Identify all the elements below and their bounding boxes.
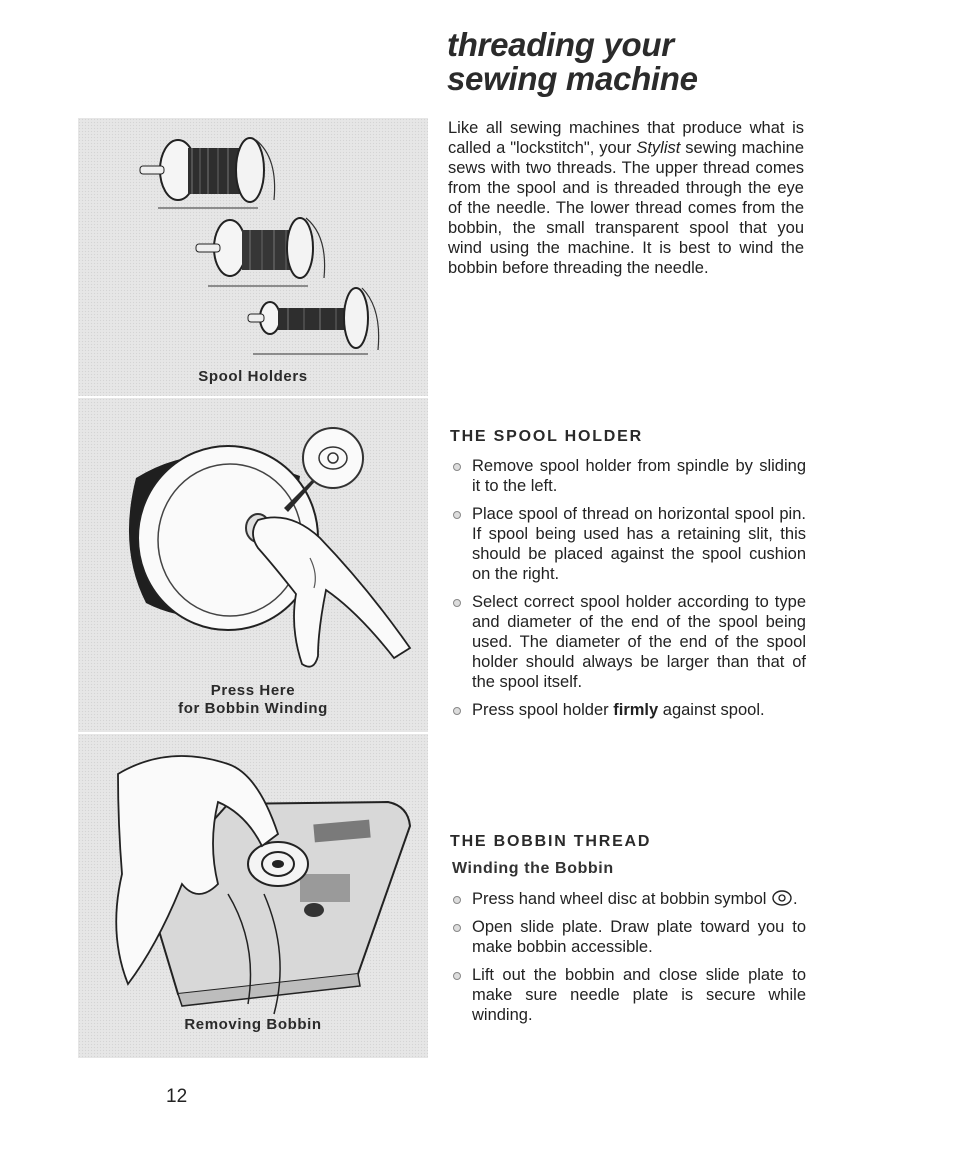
spool-holders-caption: Spool Holders (198, 368, 308, 385)
press-here-caption-line-1: Press Here (210, 682, 296, 699)
list-item (450, 456, 806, 496)
list-item-text-after: against spool. (658, 701, 765, 719)
bullet-icon (453, 896, 461, 904)
emphasis-firmly: firmly (613, 701, 659, 719)
list-item-text: Place spool of thread on horizontal spool pin. If spool being used has a retaining slit, this should be placed against the spool cushion on the right. (472, 505, 806, 583)
page-number: 12 (166, 1086, 188, 1107)
bullet-icon (453, 972, 461, 980)
list-item (450, 700, 806, 720)
title-line-2: sewing machine (447, 60, 698, 97)
list-item-text-end: . (793, 890, 798, 908)
list-item (450, 592, 806, 692)
list-item (450, 504, 806, 584)
page-title (447, 28, 698, 96)
press-here-caption (78, 682, 428, 718)
list-item-text: Remove spool holder from spindle by sliding it to the left. (472, 457, 806, 495)
figure-press-here (78, 398, 428, 732)
spool-holders-illustration (78, 118, 428, 396)
brand-name: Stylist (636, 139, 681, 157)
removing-bobbin-illustration (78, 734, 428, 1058)
bullet-icon (453, 599, 461, 607)
list-item (450, 889, 806, 909)
bullet-icon (453, 511, 461, 519)
bobbin-thread-list (450, 889, 806, 1033)
spool-holder-small (248, 288, 379, 354)
list-item-text: Open slide plate. Draw plate toward you to make bobbin accessible. (472, 918, 806, 956)
title-line-1: threading your (447, 26, 674, 63)
list-item-text: Press hand wheel disc at bobbin symbol (472, 890, 767, 908)
bullet-icon (453, 924, 461, 932)
spool-holder-large (140, 138, 275, 208)
list-item (450, 917, 806, 957)
spool-holder-medium (196, 218, 325, 286)
list-item-text-before: Press spool holder (472, 701, 614, 719)
bobbin-symbol-icon (771, 889, 793, 907)
spool-holder-list (450, 456, 806, 728)
bobbin-thread-heading: THE BOBBIN THREAD (450, 833, 652, 850)
press-here-caption-line-2: for Bobbin Winding (178, 700, 328, 717)
list-item (450, 965, 806, 1025)
figure-spool-holders (78, 118, 428, 396)
bullet-icon (453, 707, 461, 715)
removing-bobbin-caption: Removing Bobbin (184, 1016, 322, 1033)
bullet-icon (453, 463, 461, 471)
list-item-text: Select correct spool holder according to type and diameter of the end of the spool being used. The diameter of the end of the spool holder should always be larger than that of the spool itself. (472, 593, 806, 691)
winding-bobbin-subheading: Winding the Bobbin (452, 860, 614, 877)
intro-paragraph (448, 118, 804, 278)
figure-removing-bobbin (78, 734, 428, 1058)
intro-part-2: sewing machine sews with two threads. The upper thread comes from the spool and is threaded through the eye of the needle. The lower thread comes from the bobbin, the small transparent spool that you wind using the machine. It is best to wind the bobbin before threading the needle. (448, 139, 804, 277)
list-item-text: Lift out the bobbin and close slide plate to make sure needle plate is secure while winding. (472, 966, 806, 1024)
spool-holder-heading: THE SPOOL HOLDER (450, 428, 643, 445)
intro-part-1: Like all sewing machines that produce what is called a "lockstitch", your (448, 119, 804, 157)
